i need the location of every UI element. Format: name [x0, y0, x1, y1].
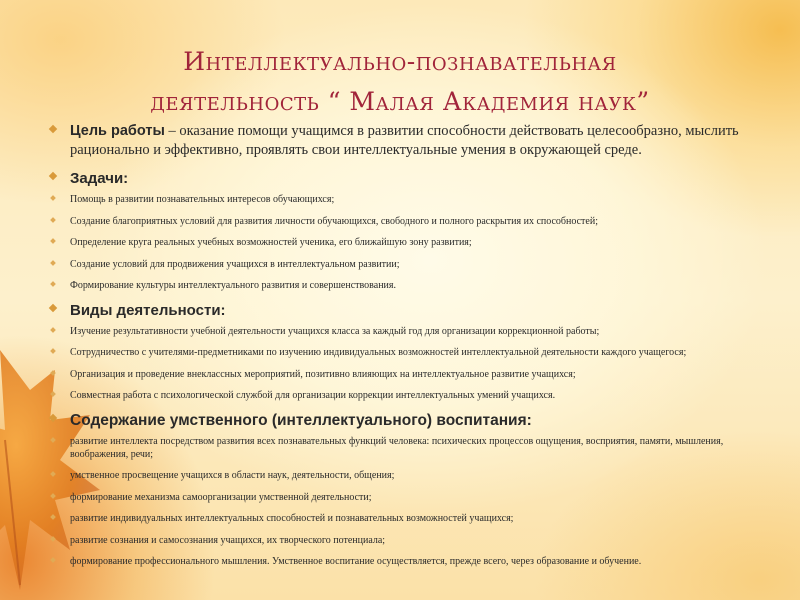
goal-paragraph — [44, 122, 762, 160]
bullet-icon — [50, 437, 56, 443]
list-item: формирование профессионального мышления. Умственное воспитание осуществляется, прежде всего, через образование и обучение. — [44, 555, 762, 568]
list-item: умственное просвещение учащихся в области наук, деятельности, общения; — [44, 469, 762, 482]
title-line-2: деятельность “ Малая Академия наук” — [150, 87, 650, 116]
list-item: развитие интеллекта посредством развития всех познавательных функций человека: психических процессов ощущения, восприятия, памяти, мышления, воображения, речи; — [44, 435, 762, 461]
bullet-icon — [50, 493, 56, 499]
list-item: Формирование культуры интеллектуального развития и совершенствования. — [44, 279, 762, 292]
list-item: Создание благоприятных условий для развития личности обучающихся, свободного и полного раскрытия их способностей; — [44, 215, 762, 228]
bullet-icon — [50, 471, 56, 477]
list-item: Помощь в развитии познавательных интересов обучающихся; — [44, 193, 762, 206]
bullet-icon — [49, 303, 57, 311]
activities-heading: Виды деятельности: — [44, 301, 762, 321]
list-item: формирование механизма самоорганизации умственной деятельности; — [44, 491, 762, 504]
bullet-icon — [50, 281, 56, 287]
bullet-icon — [50, 195, 56, 201]
list-item: Организация и проведение внеклассных мероприятий, позитивно влияющих на интеллектуальное развитие учащихся; — [44, 368, 762, 381]
bullet-icon — [49, 125, 57, 133]
tasks-heading: Задачи: — [44, 169, 762, 189]
bullet-icon — [50, 327, 56, 333]
slide-content — [44, 122, 762, 577]
activities-list — [44, 325, 762, 403]
title-line-1: Интеллектуально-познавательная — [183, 47, 617, 76]
list-item: Изучение результативности учебной деятельности учащихся класса за каждый год для организации коррекционной работы; — [44, 325, 762, 338]
bullet-icon — [50, 391, 56, 397]
bullet-icon — [50, 370, 56, 376]
bullet-icon — [50, 217, 56, 223]
bullet-icon — [49, 413, 57, 421]
bullet-icon — [49, 172, 57, 180]
list-item: развитие сознания и самосознания учащихся, их творческого потенциала; — [44, 534, 762, 547]
list-item: Определение круга реальных учебных возможностей ученика, его ближайшую зону развития; — [44, 236, 762, 249]
bullet-icon — [50, 348, 56, 354]
list-item: Создание условий для продвижения учащихся в интеллектуальном развитии; — [44, 258, 762, 271]
bullet-icon — [50, 557, 56, 563]
list-item: Совместная работа с психологической службой для организации коррекции интеллектуальных умений учащихся. — [44, 389, 762, 402]
tasks-list — [44, 193, 762, 292]
bullet-icon — [50, 238, 56, 244]
list-item: развитие индивидуальных интеллектуальных способностей и познавательных возможностей учащихся; — [44, 512, 762, 525]
content-heading: Содержание умственного (интеллектуального) воспитания: — [44, 411, 762, 431]
goal-text: – оказание помощи учащимся в развитии способности действовать целесообразно, мыслить рационально и эффективно, проявлять свои интеллектуальные умения в окружающей среде. — [70, 123, 739, 158]
bullet-icon — [50, 514, 56, 520]
page-title — [40, 42, 760, 122]
list-item: Сотрудничество с учителями-предметниками по изучению индивидуальных возможностей интеллектуальной деятельности каждого учащегося; — [44, 346, 762, 359]
bullet-icon — [50, 536, 56, 542]
bullet-icon — [50, 260, 56, 266]
content-list — [44, 435, 762, 569]
goal-label: Цель работы — [70, 123, 165, 139]
